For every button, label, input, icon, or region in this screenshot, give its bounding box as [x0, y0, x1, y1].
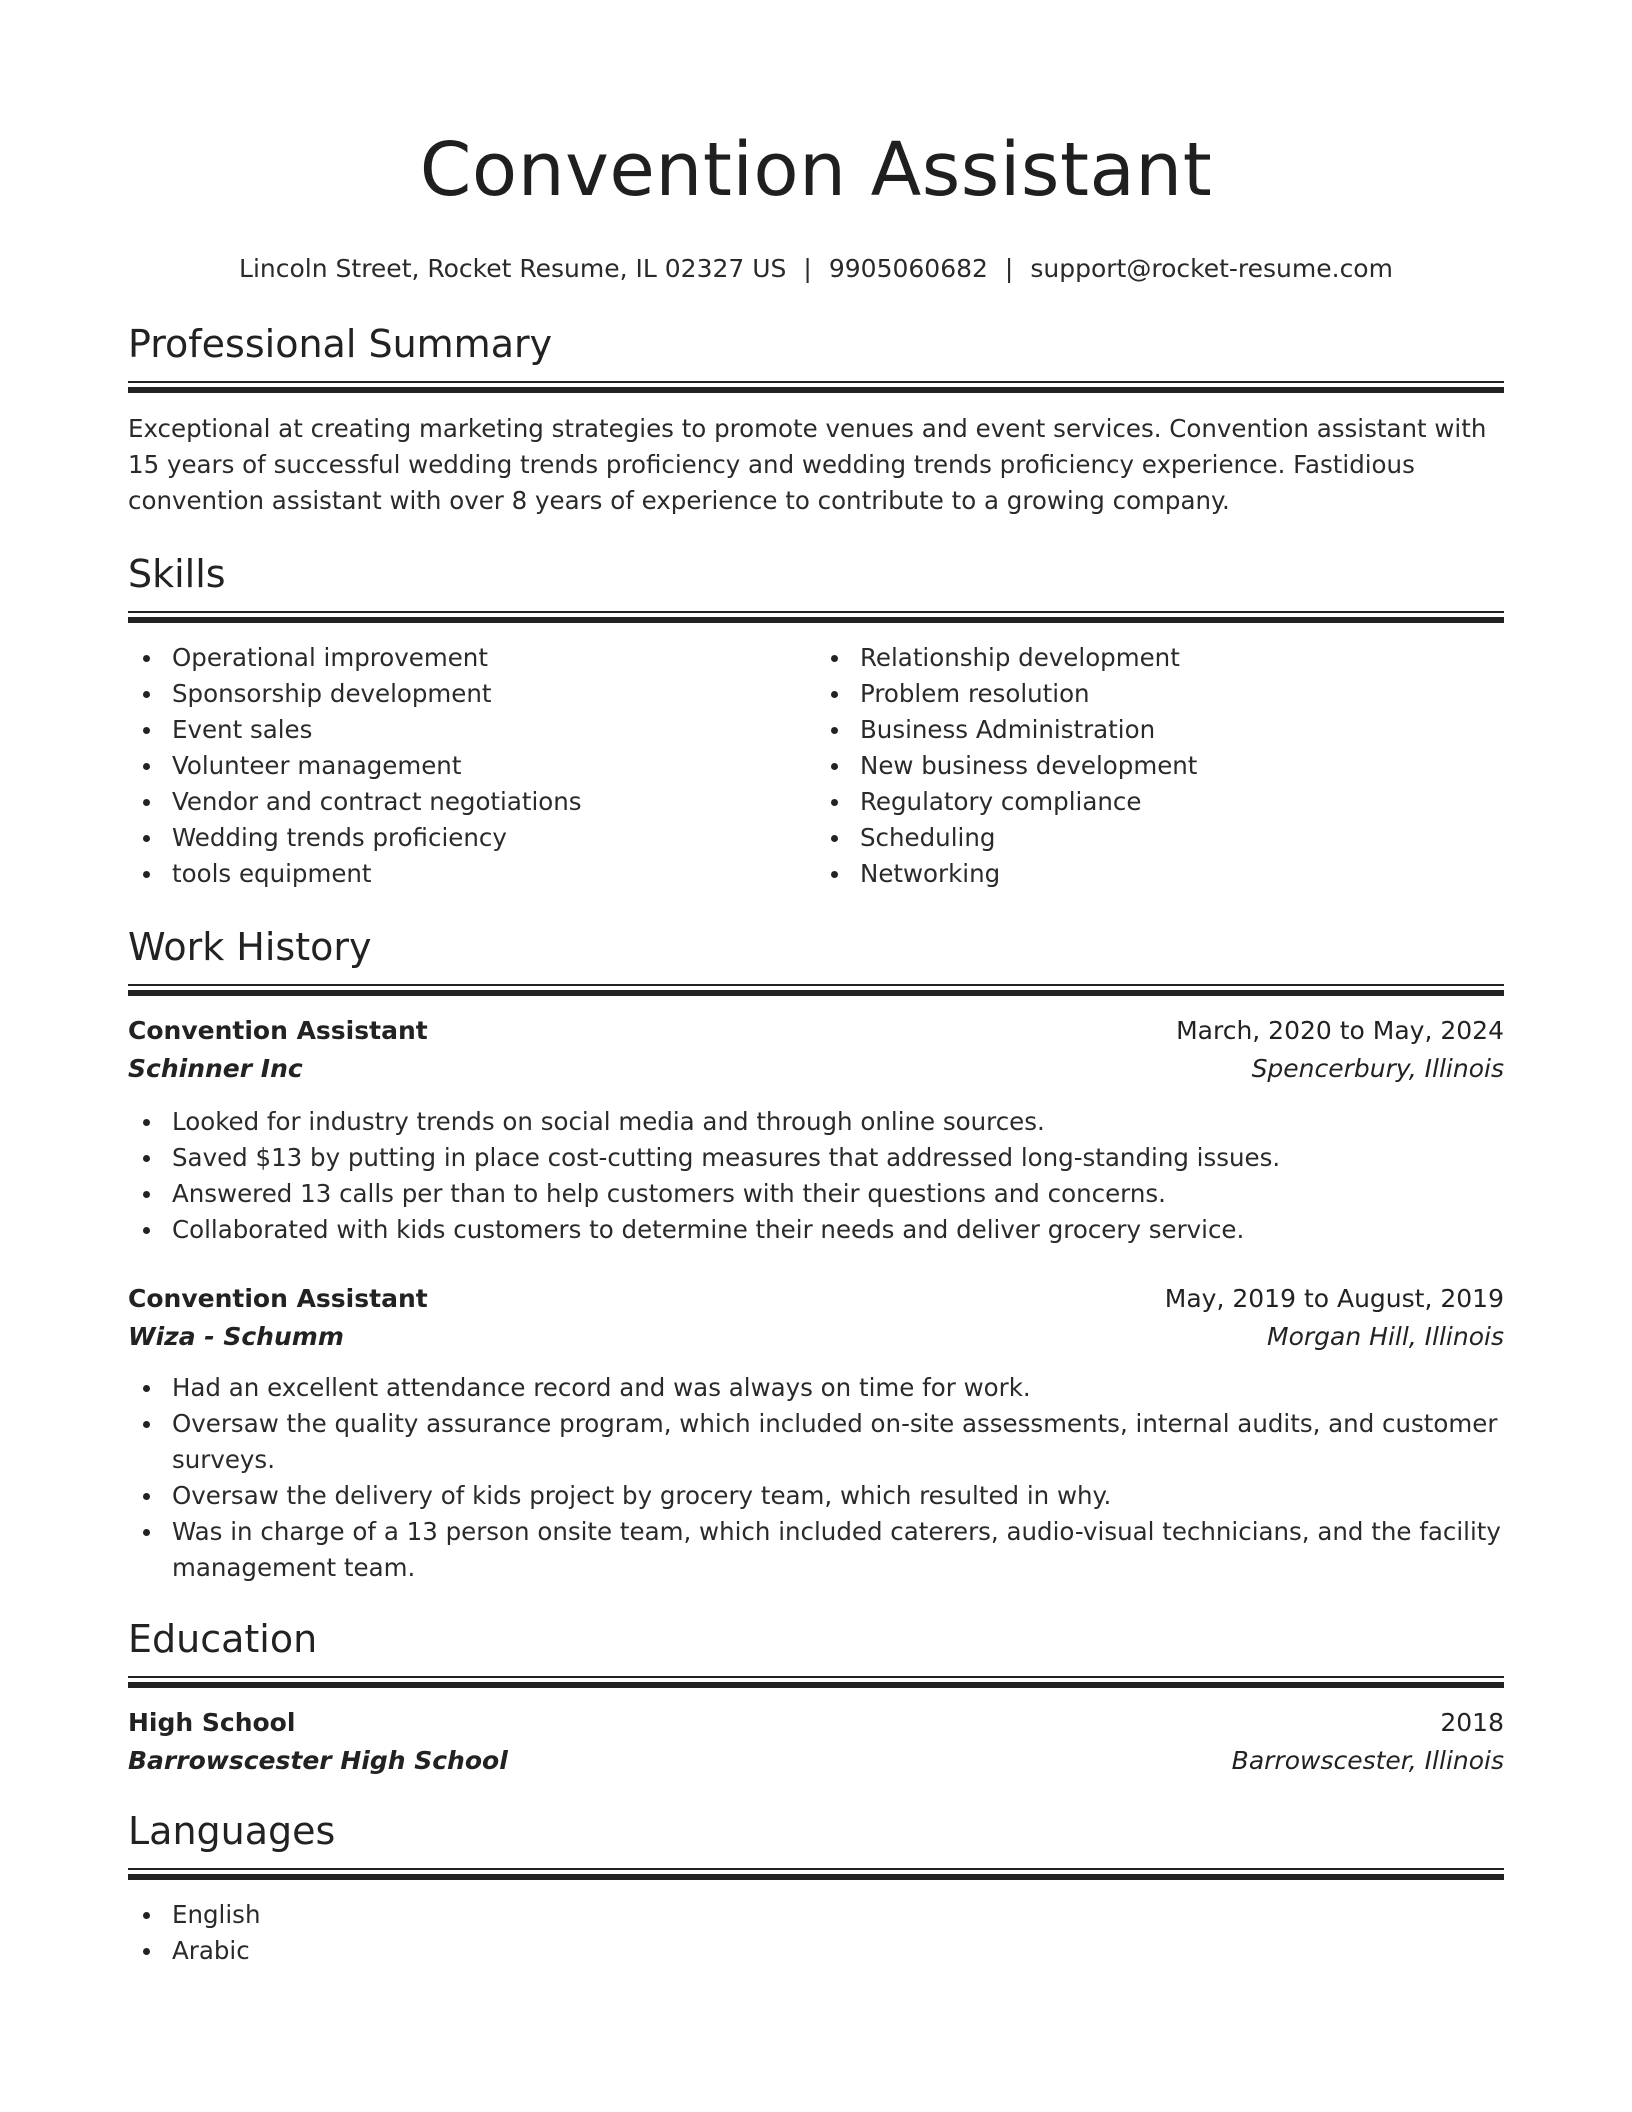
- section-title-education: Education: [128, 1617, 318, 1661]
- job-company: Schinner Inc: [128, 1054, 303, 1083]
- job-bullets: [128, 1370, 1504, 1586]
- skill-item: Regulatory compliance: [816, 784, 1504, 820]
- skills-list-right: [816, 640, 1504, 892]
- section-title-work-history: Work History: [128, 925, 372, 969]
- section-divider: [128, 1676, 1504, 1678]
- skill-item: Operational improvement: [128, 640, 816, 676]
- skill-item: New business development: [816, 748, 1504, 784]
- education-location: Barrowscester, Illinois: [1231, 1746, 1504, 1775]
- job-bullet: Oversaw the quality assurance program, which included on-site assessments, internal audits, and customer surveys.: [128, 1406, 1504, 1478]
- education-entry: [128, 1704, 1504, 1780]
- job-bullet: Was in charge of a 13 person onsite team, which included caterers, audio-visual technicians, and the facility management team.: [128, 1514, 1504, 1586]
- education-degree: High School: [128, 1708, 296, 1737]
- summary-text: Exceptional at creating marketing strategies to promote venues and event services. Convention assistant with 15 years of successful wedding trends proficiency and wedding trends proficiency experience. Fastidious convention assistant with over 8 years of experience to contribute to a growing company.: [128, 414, 1487, 515]
- section-title-summary: Professional Summary: [128, 322, 553, 366]
- work-history-section: [128, 922, 1504, 1586]
- skill-item: Wedding trends proficiency: [128, 820, 816, 856]
- section-divider-thick: [128, 387, 1504, 393]
- job-bullet: Looked for industry trends on social media and through online sources.: [128, 1104, 1504, 1140]
- skill-item: Problem resolution: [816, 676, 1504, 712]
- job-bullet: Oversaw the delivery of kids project by grocery team, which resulted in why.: [128, 1478, 1504, 1514]
- job-bullet: Saved $13 by putting in place cost-cutting measures that addressed long-standing issues.: [128, 1140, 1504, 1176]
- education-school: Barrowscester High School: [128, 1746, 508, 1775]
- job-company-row: [128, 1050, 1504, 1088]
- section-divider-thick: [128, 990, 1504, 996]
- skills-list-left: [128, 640, 816, 892]
- section-divider-thick: [128, 1874, 1504, 1880]
- education-school-row: [128, 1742, 1504, 1780]
- skill-item: Scheduling: [816, 820, 1504, 856]
- job-entry: [128, 1280, 1504, 1586]
- section-divider: [128, 984, 1504, 986]
- skill-item: Networking: [816, 856, 1504, 892]
- contact-line: [128, 252, 1504, 286]
- resume-name: Convention Assistant: [419, 127, 1213, 213]
- language-item: Arabic: [128, 1933, 1504, 1969]
- languages-list: [128, 1897, 1504, 1969]
- section-divider-thick: [128, 617, 1504, 623]
- skill-item: Vendor and contract negotiations: [128, 784, 816, 820]
- job-bullet: Had an excellent attendance record and was always on time for work.: [128, 1370, 1504, 1406]
- section-title-languages: Languages: [128, 1809, 336, 1853]
- contact-phone: 9905060682: [828, 254, 988, 283]
- job-header-row: [128, 1280, 1504, 1318]
- job-company-row: [128, 1318, 1504, 1356]
- section-divider: [128, 381, 1504, 383]
- skills-section: [128, 549, 1504, 892]
- contact-separator: |: [1004, 254, 1014, 283]
- contact-separator: |: [803, 254, 812, 283]
- job-bullets: [128, 1104, 1504, 1248]
- skill-item: tools equipment: [128, 856, 816, 892]
- section-divider: [128, 1868, 1504, 1870]
- skills-columns: [128, 640, 1504, 892]
- job-location: Morgan Hill, Illinois: [1267, 1322, 1504, 1351]
- section-title-skills: Skills: [128, 552, 226, 596]
- job-bullet: Collaborated with kids customers to determine their needs and deliver grocery service.: [128, 1212, 1504, 1248]
- job-company: Wiza - Schumm: [128, 1322, 344, 1351]
- skill-item: Event sales: [128, 712, 816, 748]
- job-title: Convention Assistant: [128, 1284, 428, 1313]
- skill-item: Volunteer management: [128, 748, 816, 784]
- section-divider: [128, 611, 1504, 613]
- job-dates: May, 2019 to August, 2019: [1164, 1284, 1504, 1313]
- education-year: 2018: [1440, 1708, 1504, 1737]
- skill-item: Sponsorship development: [128, 676, 816, 712]
- job-header-row: [128, 1012, 1504, 1050]
- skill-item: Business Administration: [816, 712, 1504, 748]
- skill-item: Relationship development: [816, 640, 1504, 676]
- job-location: Spencerbury, Illinois: [1251, 1054, 1504, 1083]
- languages-section: [128, 1806, 1504, 1969]
- job-bullet: Answered 13 calls per than to help customers with their questions and concerns.: [128, 1176, 1504, 1212]
- job-title: Convention Assistant: [128, 1016, 428, 1045]
- education-header-row: [128, 1704, 1504, 1742]
- education-section: [128, 1614, 1504, 1780]
- section-divider-thick: [128, 1682, 1504, 1688]
- summary-section: [128, 319, 1504, 519]
- job-dates: March, 2020 to May, 2024: [1176, 1016, 1504, 1045]
- contact-address: Lincoln Street, Rocket Resume, IL 02327 US: [239, 254, 787, 283]
- language-item: English: [128, 1897, 1504, 1933]
- job-entry: [128, 1012, 1504, 1248]
- contact-email: support@rocket-resume.com: [1030, 254, 1393, 283]
